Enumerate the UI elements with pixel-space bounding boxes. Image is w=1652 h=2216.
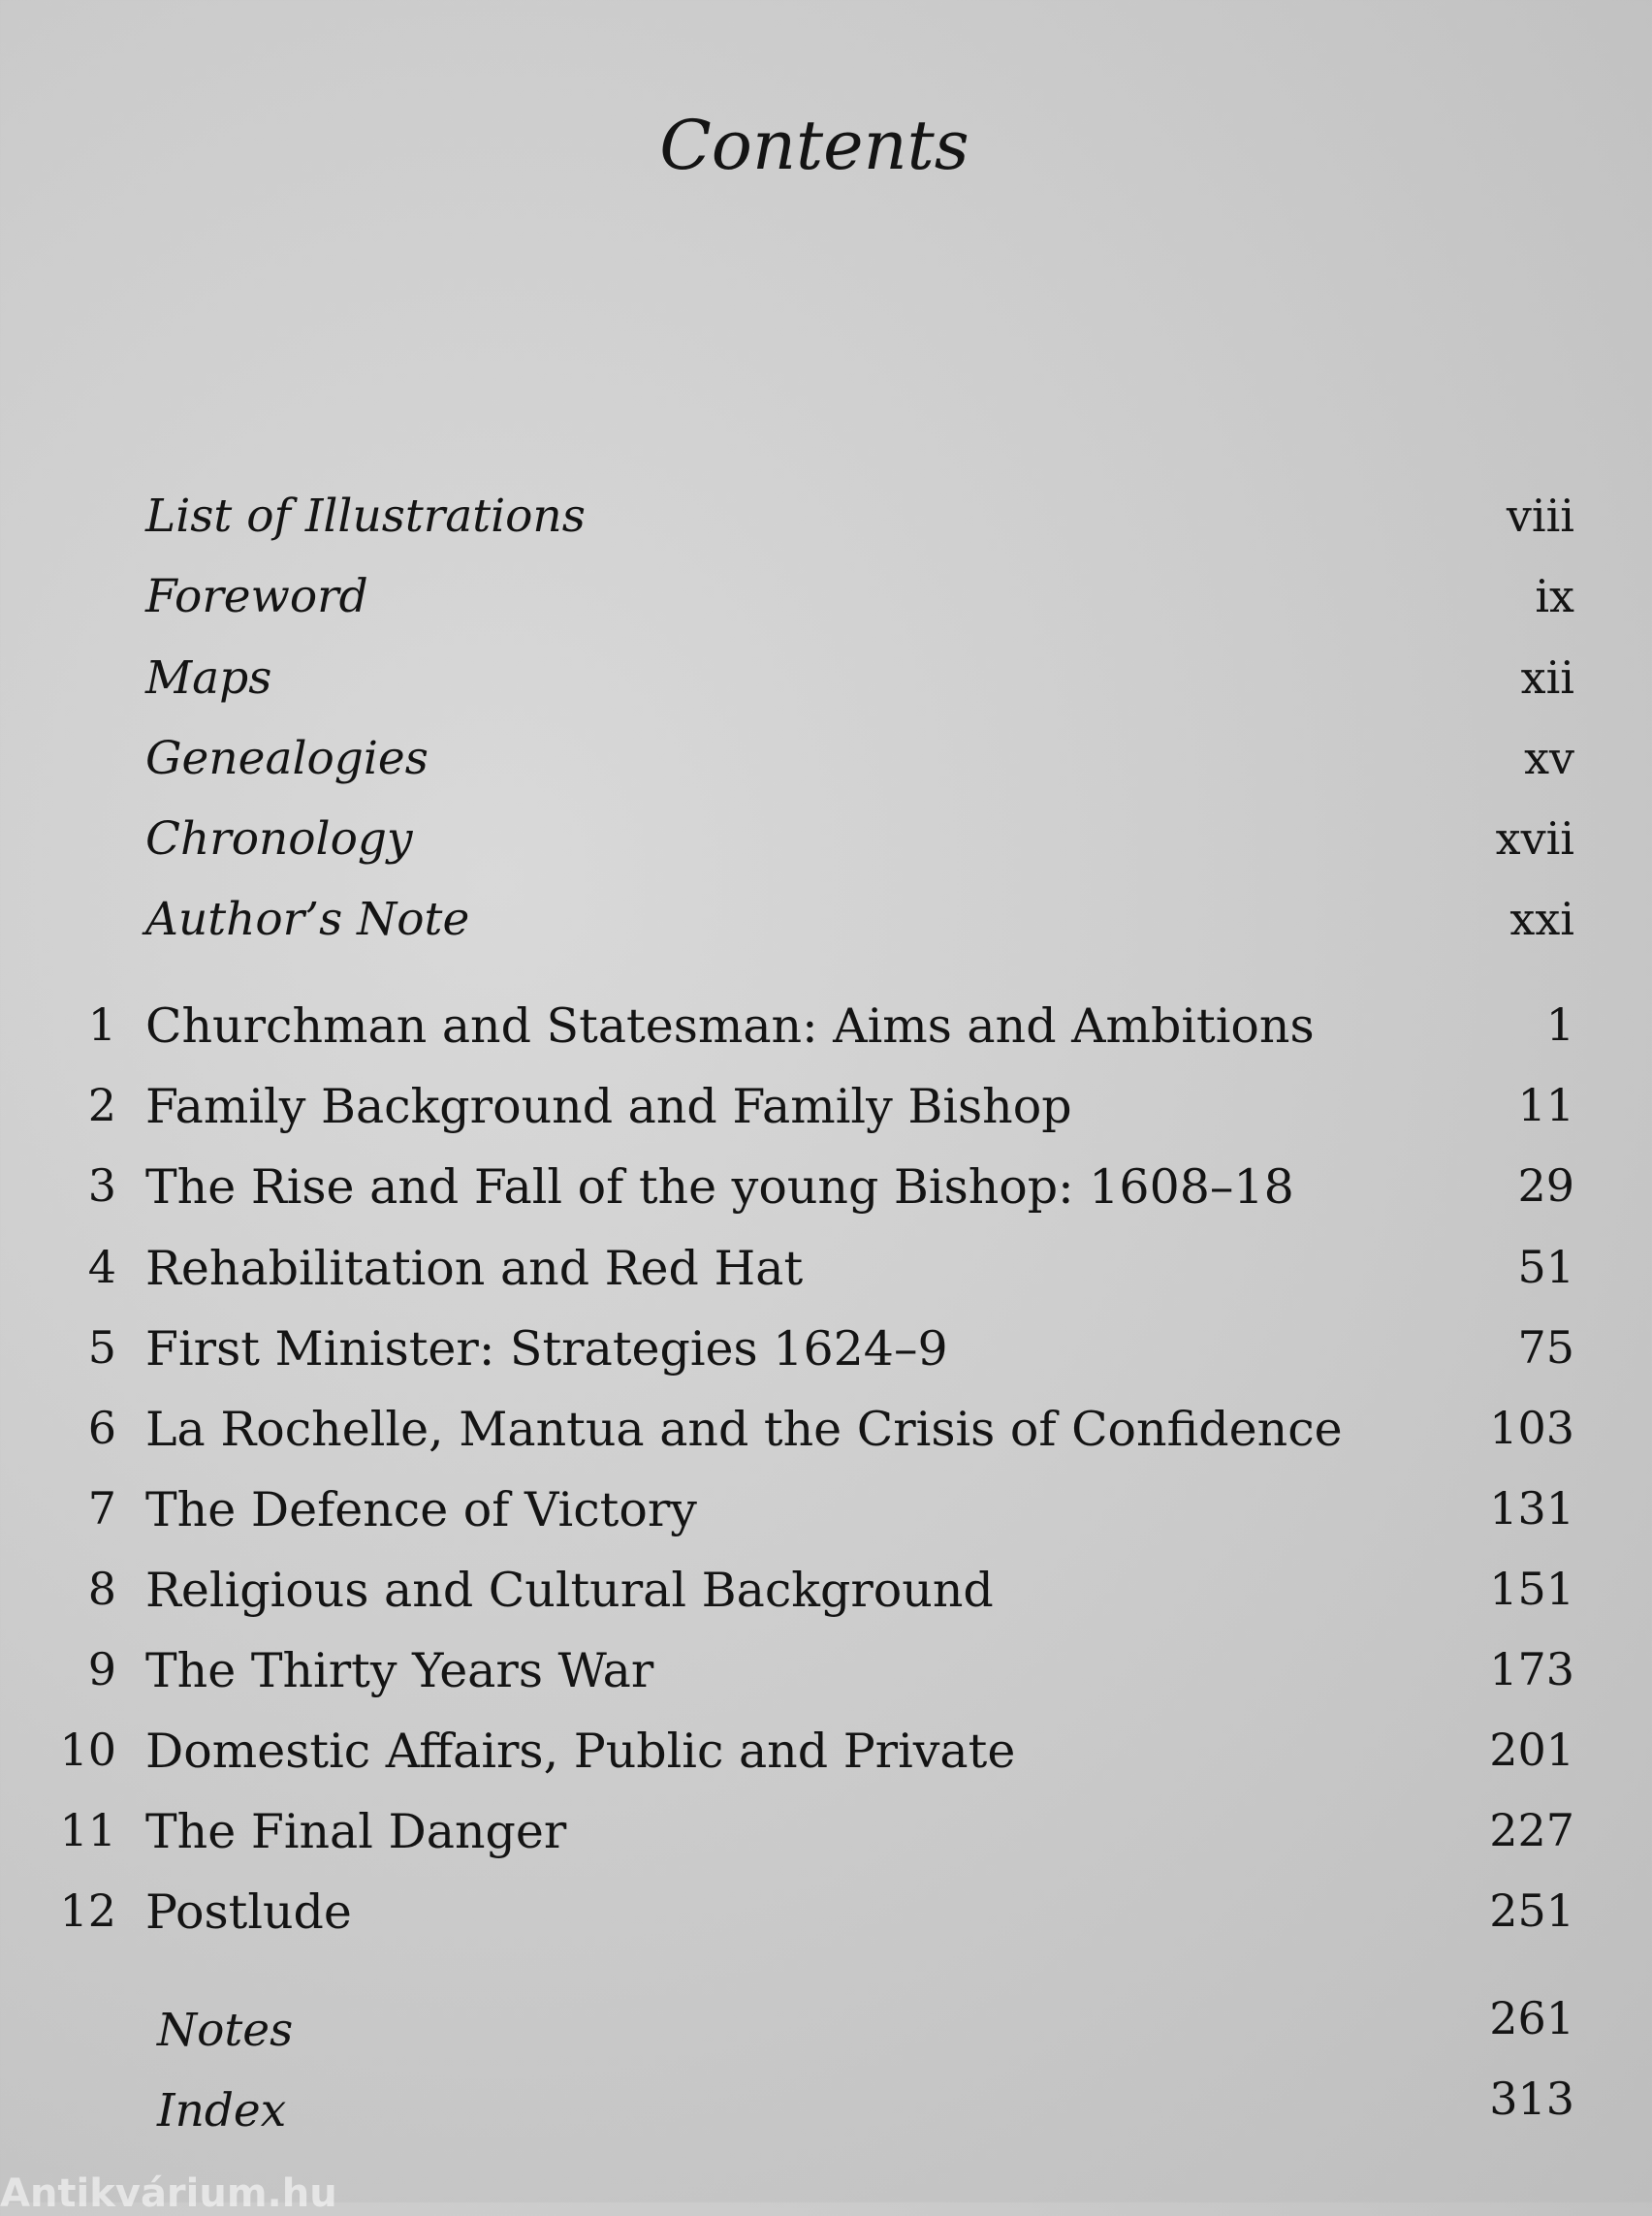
toc-entry-label: Maps (145, 651, 272, 705)
chapter-page: 51 (1517, 1241, 1574, 1293)
toc-entry-page: 261 (1489, 1992, 1574, 2044)
toc-entry (0, 570, 1652, 638)
chapter-entry (0, 1241, 1652, 1309)
chapter-page: 29 (1517, 1159, 1574, 1212)
chapter-number: 5 (87, 1321, 116, 1374)
toc-entry (0, 651, 1652, 719)
chapter-entry (0, 1643, 1652, 1711)
chapter-title: Religious and Cultural Background (145, 1563, 994, 1618)
toc-entry-page: xxi (1509, 893, 1574, 945)
chapter-number: 12 (59, 1884, 116, 1937)
toc-entry-label: Author’s Note (145, 893, 470, 946)
chapter-entry (0, 1804, 1652, 1872)
chapter-number: 10 (59, 1724, 116, 1776)
toc-entry (0, 490, 1652, 557)
toc-entry-page: 313 (1489, 2073, 1574, 2125)
chapter-entry (0, 998, 1652, 1066)
chapter-page: 201 (1489, 1724, 1574, 1776)
toc-entry (0, 2073, 1652, 2152)
toc-entry-page: xvii (1495, 812, 1574, 865)
toc-entry-label: Foreword (145, 570, 368, 623)
chapter-page: 131 (1489, 1482, 1574, 1535)
toc-entry (0, 1992, 1652, 2072)
chapter-page: 11 (1517, 1079, 1574, 1131)
page-title: Contents (659, 105, 969, 185)
chapter-entry (0, 1884, 1652, 1952)
chapter-entry (0, 1159, 1652, 1227)
chapter-page: 227 (1489, 1804, 1574, 1856)
chapter-page: 173 (1489, 1643, 1574, 1695)
chapter-entry (0, 1724, 1652, 1791)
chapter-number: 8 (87, 1563, 116, 1615)
toc-entry-page: xv (1524, 732, 1574, 784)
chapter-entry (0, 1321, 1652, 1389)
chapter-number: 3 (87, 1159, 116, 1212)
watermark: Antikvárium.hu (0, 2171, 337, 2216)
toc-entry (0, 732, 1652, 800)
chapter-title: Postlude (145, 1884, 352, 1940)
toc-entry-label: Chronology (145, 812, 413, 866)
chapter-entry (0, 1402, 1652, 1470)
chapter-page: 75 (1517, 1321, 1574, 1374)
chapter-number: 1 (87, 998, 116, 1051)
chapter-title: Churchman and Statesman: Aims and Ambitions (145, 998, 1315, 1054)
chapter-page: 251 (1489, 1884, 1574, 1937)
chapter-title: The Final Danger (145, 1804, 567, 1859)
chapter-title: First Minister: Strategies 1624–9 (145, 1321, 948, 1377)
chapter-number: 2 (87, 1079, 116, 1131)
chapter-title: The Rise and Fall of the young Bishop: 1608–18 (145, 1159, 1294, 1215)
toc-entry-label: Notes (157, 2004, 294, 2057)
chapter-entry (0, 1079, 1652, 1147)
chapter-page: 103 (1489, 1402, 1574, 1454)
toc-entry (0, 893, 1652, 961)
chapter-entry (0, 1563, 1652, 1630)
chapter-number: 9 (87, 1643, 116, 1695)
toc-entry-label: Genealogies (145, 732, 429, 785)
chapter-title: Rehabilitation and Red Hat (145, 1241, 804, 1296)
toc-entry-page: ix (1535, 570, 1574, 622)
chapter-page: 1 (1545, 998, 1574, 1051)
chapter-number: 6 (87, 1402, 116, 1454)
toc-entry (0, 812, 1652, 880)
toc-entry-page: viii (1506, 490, 1574, 542)
chapter-number: 11 (59, 1804, 116, 1856)
toc-entry-label: List of Illustrations (145, 490, 586, 543)
chapter-title: La Rochelle, Mantua and the Crisis of Confidence (145, 1402, 1343, 1457)
chapter-title: The Defence of Victory (145, 1482, 697, 1537)
chapter-title: Family Background and Family Bishop (145, 1079, 1072, 1134)
chapter-page: 151 (1489, 1563, 1574, 1615)
chapter-number: 7 (87, 1482, 116, 1535)
chapter-entry (0, 1482, 1652, 1550)
toc-entry-page: xii (1520, 651, 1574, 704)
chapter-title: The Thirty Years War (145, 1643, 654, 1698)
chapter-number: 4 (87, 1241, 116, 1293)
toc-entry-label: Index (157, 2084, 287, 2137)
chapter-title: Domestic Affairs, Public and Private (145, 1724, 1016, 1779)
